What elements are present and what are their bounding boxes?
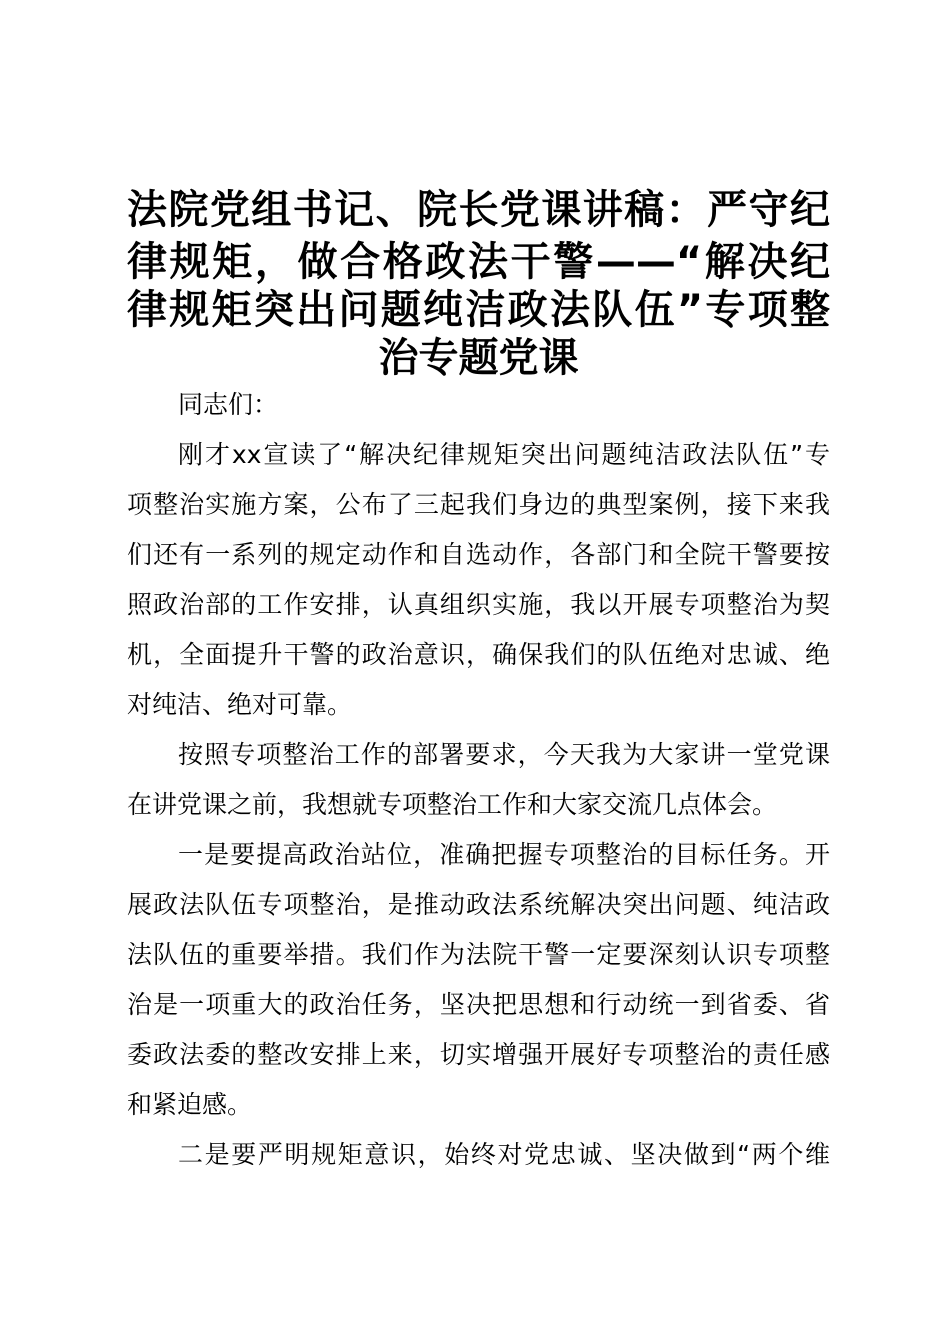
paragraph-line: 展政法队伍专项整治，是推动政法系统解决突出问题、纯洁政 [127, 890, 830, 919]
title-line: 律规矩，做合格政法干警——“解决纪 [127, 239, 830, 285]
paragraph-line: 照政治部的工作安排，认真组织实施，我以开展专项整治为契 [127, 590, 830, 619]
paragraph-line: 在讲党课之前，我想就专项整治工作和大家交流几点体会。 [127, 790, 778, 819]
paragraph-line: 按照专项整治工作的部署要求，今天我为大家讲一堂党课 [178, 740, 830, 769]
title-line: 律规矩突出问题纯洁政法队伍”专项整 [127, 287, 830, 333]
paragraph-line: 机，全面提升干警的政治意识，确保我们的队伍绝对忠诚、绝 [127, 640, 830, 669]
paragraph-line: 项整治实施方案，公布了三起我们身边的典型案例，接下来我 [127, 490, 830, 519]
paragraph-line: 治是一项重大的政治任务，坚决把思想和行动统一到省委、省 [127, 990, 830, 1019]
paragraph-line: 对纯洁、绝对可靠。 [127, 690, 353, 719]
paragraph-line: 一是要提高政治站位，准确把握专项整治的目标任务。开 [178, 840, 830, 869]
paragraph-line: 们还有一系列的规定动作和自选动作，各部门和全院干警要按 [127, 540, 830, 569]
paragraph-line: 法队伍的重要举措。我们作为法院干警一定要深刻认识专项整 [127, 940, 830, 969]
paragraph-line: 和紧迫感。 [127, 1090, 253, 1119]
salutation: 同志们： [178, 390, 279, 419]
paragraph-line: 刚才xx宣读了“解决纪律规矩突出问题纯洁政法队伍”专 [178, 440, 830, 469]
title-line: 治专题党课 [378, 335, 579, 381]
title-line: 法院党组书记、院长党课讲稿：严守纪 [127, 187, 830, 233]
paragraph-line: 二是要严明规矩意识，始终对党忠诚、坚决做到“两个维 [178, 1140, 830, 1169]
paragraph-line: 委政法委的整改安排上来，切实增强开展好专项整治的责任感 [127, 1040, 830, 1069]
